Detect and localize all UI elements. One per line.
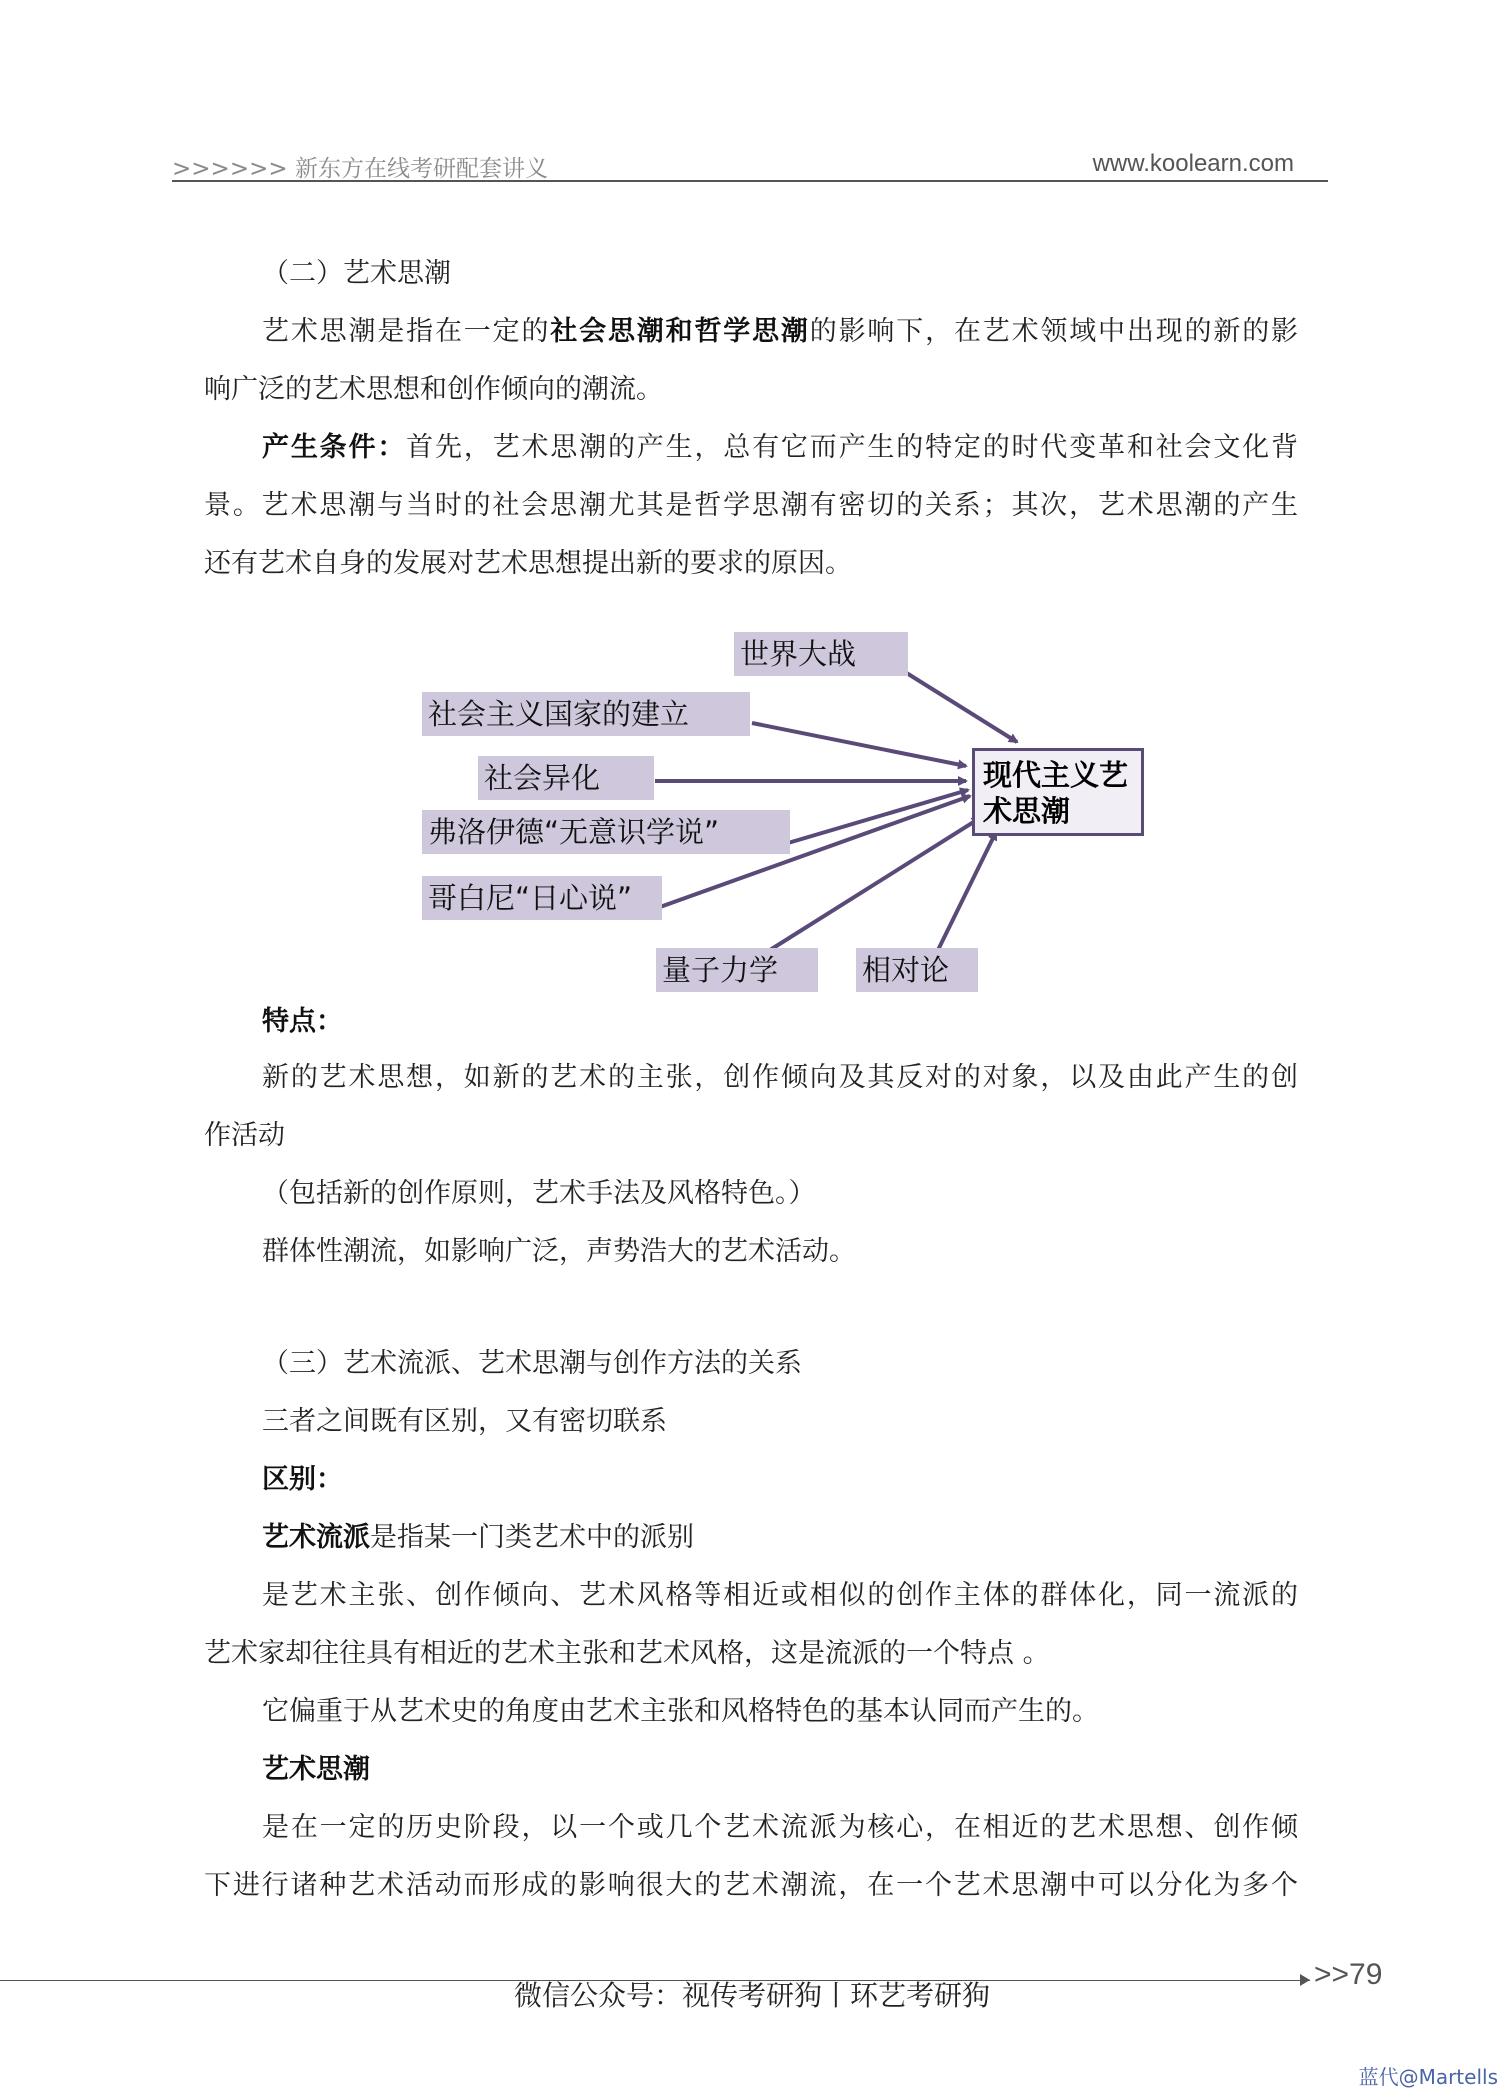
section2-definition-line1 bbox=[262, 314, 1298, 350]
label-copernicus: 哥白尼“日心说” bbox=[422, 876, 662, 920]
section2-heading: （二）艺术思潮 bbox=[262, 258, 451, 289]
school-line3: 它偏重于从艺术史的角度由艺术主张和风格特色的基本认同而产生的。 bbox=[262, 1696, 1099, 1727]
label-socialist-state: 社会主义国家的建立 bbox=[422, 692, 750, 736]
features-line2: 作活动 bbox=[204, 1120, 285, 1151]
section3-heading: （三）艺术流派、艺术思潮与创作方法的关系 bbox=[262, 1348, 802, 1379]
features-line3: （包括新的创作原则，艺术手法及风格特色。） bbox=[262, 1178, 816, 1209]
header-url[interactable]: www.koolearn.com bbox=[1092, 150, 1294, 177]
school-definition bbox=[262, 1520, 694, 1556]
definition-bold: 社会思潮和哲学思潮 bbox=[550, 316, 810, 347]
definition-text: 艺术思潮是指在一定的 bbox=[262, 316, 551, 347]
school-line2: 艺术家却往往具有相近的艺术主张和艺术风格，这是流派的一个特点 。 bbox=[204, 1638, 1050, 1669]
section3-intro: 三者之间既有区别，又有密切联系 bbox=[262, 1406, 667, 1437]
label-quantum: 量子力学 bbox=[656, 948, 818, 992]
conditions-line2: 景。艺术思潮与当时的社会思潮尤其是哲学思潮有密切的关系；其次，艺术思潮的产生 bbox=[204, 490, 1298, 521]
trend-line2: 下进行诸种艺术活动而形成的影响很大的艺术潮流，在一个艺术思潮中可以分化为多个 bbox=[204, 1870, 1298, 1901]
section2-definition-line2: 响广泛的艺术思想和创作倾向的潮流。 bbox=[204, 374, 663, 405]
difference-label: 区别： bbox=[262, 1464, 343, 1495]
conditions-text: 首先，艺术思潮的产生，总有它而产生的特定的时代变革和社会文化背 bbox=[406, 432, 1299, 463]
conditions-line3: 还有艺术自身的发展对艺术思想提出新的要求的原因。 bbox=[204, 548, 852, 579]
influence-diagram bbox=[400, 620, 1160, 1000]
features-line4: 群体性潮流，如影响广泛，声势浩大的艺术活动。 bbox=[262, 1236, 856, 1267]
label-alienation: 社会异化 bbox=[478, 756, 654, 800]
arrow-freud bbox=[788, 790, 968, 843]
trend-term: 艺术思潮 bbox=[262, 1754, 370, 1785]
school-line1: 是艺术主张、创作倾向、艺术风格等相近或相似的创作主体的群体化，同一流派的 bbox=[262, 1580, 1298, 1611]
page-number: >>79 bbox=[1314, 1958, 1383, 1991]
arrow-socialist-state bbox=[752, 723, 966, 766]
watermark: 蓝代@Martells bbox=[1358, 2065, 1498, 2089]
header-divider bbox=[172, 180, 1328, 182]
header-title: >>>>>> 新东方在线考研配套讲义 bbox=[172, 156, 548, 182]
features-line1: 新的艺术思想，如新的艺术的主张，创作倾向及其反对的对象，以及由此产生的创 bbox=[262, 1062, 1298, 1093]
trend-line1: 是在一定的历史阶段，以一个或几个艺术流派为核心，在相近的艺术思想、创作倾 bbox=[262, 1812, 1298, 1843]
features-label: 特点： bbox=[262, 1006, 343, 1037]
school-definition-text: 是指某一门类艺术中的派别 bbox=[370, 1522, 694, 1553]
conditions-label: 产生条件： bbox=[262, 432, 407, 463]
arrow-relativity bbox=[938, 832, 996, 950]
conditions-line1 bbox=[262, 430, 1298, 466]
label-world-war: 世界大战 bbox=[734, 632, 908, 676]
label-modernism: 现代主义艺术思潮 bbox=[972, 748, 1144, 836]
label-freud: 弗洛伊德“无意识学说” bbox=[422, 810, 790, 854]
definition-text-tail: 的影响下，在艺术领域中出现的新的影 bbox=[809, 316, 1299, 347]
footer-wechat: 微信公众号：视传考研狗丨环艺考研狗 bbox=[513, 1979, 990, 2012]
arrow-world-war bbox=[905, 672, 1017, 742]
label-relativity: 相对论 bbox=[856, 948, 978, 992]
school-term: 艺术流派 bbox=[262, 1522, 370, 1553]
